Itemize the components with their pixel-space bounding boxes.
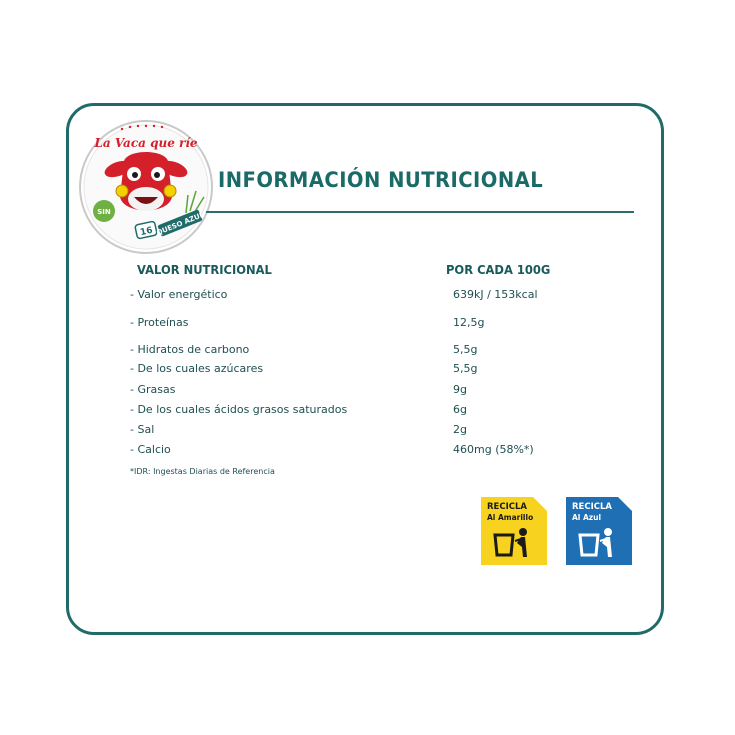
nutrient-label: - Valor energético <box>130 288 228 301</box>
nutrition-row <box>130 343 590 359</box>
nutrient-value: 12,5g <box>453 316 485 329</box>
column-header-per-100g: POR CADA 100G <box>446 262 551 277</box>
title-divider <box>206 211 634 213</box>
sin-badge: SIN <box>97 208 111 216</box>
nutrient-value: 5,5g <box>453 362 478 375</box>
recycle-blue-badge <box>566 497 632 565</box>
nutrition-row <box>130 362 590 378</box>
nutrient-value: 6g <box>453 403 467 416</box>
nutrient-value: 9g <box>453 383 467 396</box>
page-title: INFORMACIÓN NUTRICIONAL <box>218 168 544 192</box>
nutrition-row <box>130 403 590 419</box>
nutrient-label: - De los cuales ácidos grasos saturados <box>130 403 348 416</box>
recycle-yellow-subtitle: Al Amarillo <box>487 513 534 522</box>
recycle-blue-title: RECICLA <box>572 502 612 512</box>
nutrient-value: 5,5g <box>453 343 478 356</box>
brand-logo <box>78 119 214 255</box>
footnote: *IDR: Ingestas Diarias de Referencia <box>130 467 275 476</box>
nutrient-label: - Grasas <box>130 383 176 396</box>
nutrition-row <box>130 383 590 399</box>
nutrition-row <box>130 316 590 332</box>
nutrition-row <box>130 423 590 439</box>
column-header-nutrient: VALOR NUTRICIONAL <box>137 262 272 277</box>
variety-label: QUESO AZUL <box>155 210 206 238</box>
recycle-yellow-title: RECICLA <box>487 502 527 512</box>
portions-count: 16 <box>139 225 154 239</box>
nutrient-label: - De los cuales azúcares <box>130 362 264 375</box>
brand-name: La Vaca que ríe <box>94 136 198 150</box>
nutrient-label: - Proteínas <box>130 316 189 329</box>
recycle-yellow-badge <box>481 497 547 565</box>
nutrient-label: - Sal <box>130 423 155 436</box>
recycle-bin-icon <box>576 527 624 559</box>
recycle-bin-icon <box>491 527 539 559</box>
nutrition-row <box>130 288 590 304</box>
nutrient-label: - Hidratos de carbono <box>130 343 250 356</box>
nutrient-value: 639kJ / 153kcal <box>453 288 538 301</box>
nutrition-row <box>130 443 590 459</box>
nutrient-label: - Calcio <box>130 443 171 456</box>
nutrient-value: 2g <box>453 423 467 436</box>
nutrient-value: 460mg (58%*) <box>453 443 534 456</box>
recycle-blue-subtitle: Al Azul <box>572 513 602 522</box>
